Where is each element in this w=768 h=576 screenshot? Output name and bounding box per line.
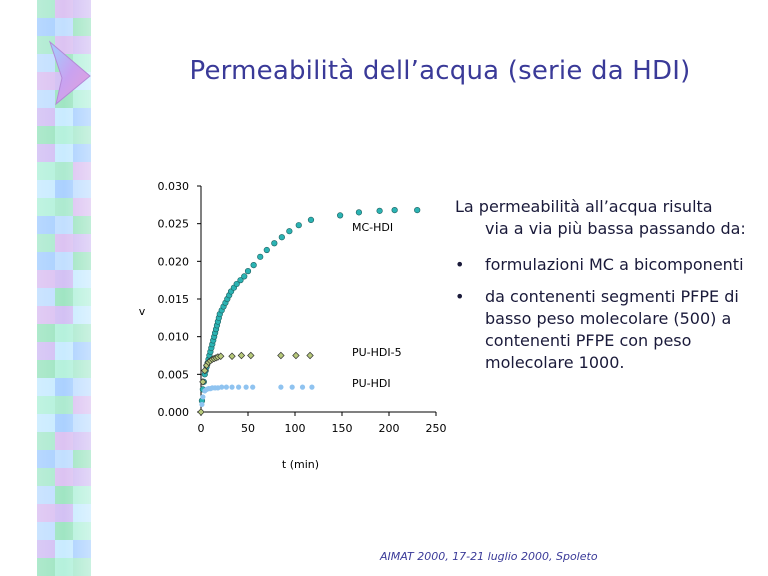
bullet-item — [455, 254, 765, 276]
y-tick-label: 0.010 — [157, 330, 189, 344]
data-point — [309, 385, 314, 390]
series-label: MC-HDI — [352, 221, 394, 234]
data-point — [279, 234, 285, 240]
data-point — [251, 262, 257, 268]
x-axis-label: t (min) — [281, 458, 320, 471]
data-point — [245, 268, 251, 274]
triangle-arrow-icon — [44, 38, 96, 108]
bullet-item — [455, 286, 765, 374]
data-point — [229, 385, 234, 390]
x-tick-label: 0 — [197, 422, 205, 435]
data-point — [337, 213, 343, 219]
permeability-chart — [130, 172, 447, 482]
data-point — [236, 385, 241, 390]
x-tick-label: 100 — [284, 422, 306, 435]
y-tick-label: 0.005 — [157, 368, 189, 382]
bullet-dot: • — [455, 255, 465, 274]
x-tick-label: 250 — [425, 422, 447, 435]
y-axis-label: v — [138, 305, 146, 318]
data-point — [414, 207, 420, 213]
y-tick-label: 0.025 — [157, 217, 189, 231]
bullet-text: da contenenti segmenti PFPE di basso peso molecolare (500) a contenenti PFPE con peso molecolare 1000. — [485, 287, 739, 372]
data-point — [250, 385, 255, 390]
x-tick-label: 50 — [241, 422, 255, 435]
data-point — [272, 240, 278, 246]
data-point — [287, 228, 293, 234]
data-point — [278, 385, 283, 390]
data-point — [224, 385, 229, 390]
data-point — [244, 385, 249, 390]
data-point — [307, 352, 313, 358]
y-tick-label: 0.015 — [157, 293, 189, 306]
y-tick-label: 0.020 — [157, 255, 189, 269]
data-point — [377, 208, 383, 214]
series-label: PU-HDI-5 — [352, 346, 402, 359]
data-point — [392, 207, 398, 213]
bullet-dot: • — [455, 287, 465, 306]
y-tick-label: 0.030 — [157, 180, 189, 193]
data-point — [241, 274, 247, 280]
series-pu-hdi — [199, 385, 314, 408]
series-pu-hdi-5 — [198, 352, 313, 415]
intro-paragraph — [455, 196, 765, 240]
footer-text: AIMAT 2000, 17-21 luglio 2000, Spoleto — [380, 550, 598, 563]
y-tick-label: 0.000 — [157, 406, 189, 419]
data-point — [278, 352, 284, 358]
series-mc-hdi — [199, 207, 420, 403]
series-label: PU-HDI — [352, 377, 391, 390]
intro-line-1: La permeabilità all’acqua risulta — [455, 197, 713, 216]
data-point — [264, 247, 270, 253]
data-point — [199, 402, 204, 407]
data-point — [248, 352, 254, 358]
data-point — [308, 217, 314, 223]
data-point — [300, 385, 305, 390]
data-point — [229, 353, 235, 359]
data-point — [257, 254, 263, 260]
data-point — [198, 409, 204, 415]
text-block — [455, 196, 765, 384]
intro-line-2: via a via più bassa passando da: — [485, 219, 746, 238]
x-tick-label: 150 — [331, 422, 353, 435]
bullet-text: formulazioni MC a bicomponenti — [485, 255, 744, 274]
data-point — [238, 352, 244, 358]
data-point — [219, 385, 224, 390]
data-point — [200, 394, 205, 399]
data-point — [293, 352, 299, 358]
data-point — [296, 222, 302, 228]
data-point — [290, 385, 295, 390]
x-tick-label: 200 — [378, 422, 400, 435]
slide-title: Permeabilità dell’acqua (serie da HDI) — [189, 56, 691, 86]
data-point — [356, 210, 362, 216]
